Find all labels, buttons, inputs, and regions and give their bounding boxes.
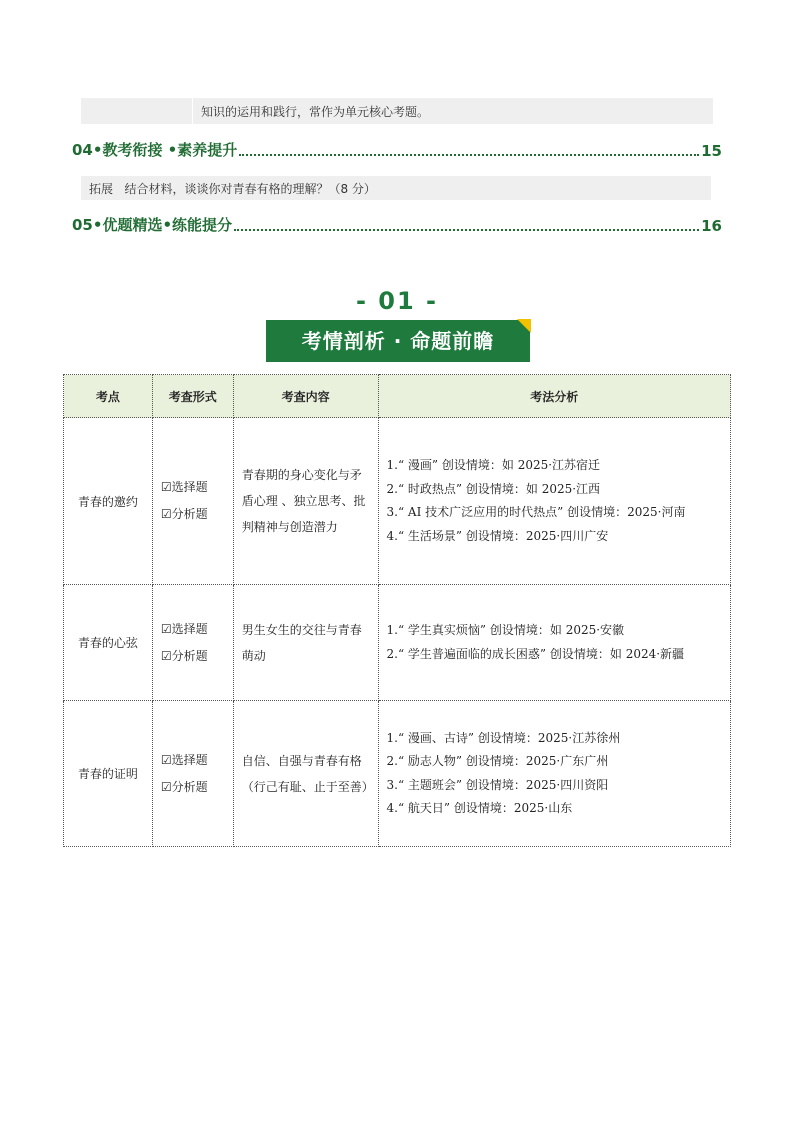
analysis-item: 2.“ 励志人物” 创设情境：2025·广东广州: [386, 754, 609, 768]
toc-entry-05[interactable]: [72, 215, 722, 235]
content-text: 男生女生的交往与青春萌动: [241, 622, 362, 663]
cell-content: [233, 418, 378, 585]
form-item: ☑分析题: [160, 648, 208, 663]
cell-content: [233, 701, 378, 847]
form-item: ☑分析题: [160, 779, 208, 794]
toc-dot-leader: [239, 154, 699, 156]
analysis-item: 2.“ 学生普遍面临的成长困惑” 创设情境：如 2024·新疆: [386, 646, 685, 661]
form-item: ☑选择题: [160, 752, 208, 767]
toc-page-number: 15: [701, 142, 722, 160]
analysis-item: 1.“ 漫画、古诗” 创设情境：2025·江苏徐州: [386, 730, 621, 745]
top-note-text: 知识的运用和践行，常作为单元核心考题。: [201, 105, 430, 119]
table-row: [64, 585, 731, 701]
cell-point: 青春的证明: [64, 701, 153, 847]
analysis-item: 4.“ 航天日” 创设情境：2025·山东: [386, 801, 573, 815]
toc-label: 05•优题精选•练能提分: [72, 216, 233, 234]
analysis-item: 1.“ 学生真实烦恼” 创设情境：如 2025·安徽: [386, 623, 625, 637]
header-form: 考查形式: [152, 375, 233, 418]
exam-analysis-table: [63, 374, 731, 847]
toc-label: 04•教考衔接 •素养提升: [72, 141, 238, 159]
banner-corner-accent: [517, 319, 531, 333]
section-number: - 01 -: [355, 287, 439, 315]
cell-forms: [152, 585, 233, 701]
header-content: 考查内容: [233, 375, 378, 418]
header-analysis: 考法分析: [378, 375, 730, 418]
cell-analysis: [378, 418, 730, 585]
table-row: [64, 701, 731, 847]
analysis-item: 3.“ AI 技术广泛应用的时代热点” 创设情境：2025·河南: [386, 505, 686, 519]
form-item: ☑选择题: [160, 621, 208, 636]
cell-analysis: [378, 701, 730, 847]
extension-note-text: 拓展 结合材料，谈谈你对青春有格的理解？（8 分）: [89, 182, 376, 196]
cell-content: [233, 585, 378, 701]
content-text: 青春期的身心变化与矛盾心理 、独立思考、批判精神与创造潜力: [241, 468, 366, 534]
form-item: ☑选择题: [160, 480, 208, 494]
analysis-item: 4.“ 生活场景” 创设情境：2025·四川广安: [386, 528, 609, 543]
table-row: [64, 418, 731, 585]
top-note-divider: [192, 98, 193, 124]
toc-dot-leader: [234, 229, 699, 231]
section-title-banner: [266, 320, 530, 362]
cell-point: 青春的邀约: [64, 418, 153, 585]
cell-forms: [152, 701, 233, 847]
content-text: 自信、自强与青春有格（行己有耻、止于至善）: [241, 753, 374, 794]
table-header-row: [64, 375, 731, 418]
analysis-item: 1.“ 漫画” 创设情境：如 2025·江苏宿迁: [386, 458, 601, 472]
cell-point: 青春的心弦: [64, 585, 153, 701]
section-title: 考情剖析 · 命题前瞻: [301, 329, 495, 353]
cell-forms: [152, 418, 233, 585]
cell-analysis: [378, 585, 730, 701]
toc-page-number: 16: [701, 217, 722, 235]
form-item: ☑分析题: [160, 507, 208, 521]
toc-entry-04[interactable]: [72, 140, 722, 160]
analysis-item: 3.“ 主题班会” 创设情境：2025·四川资阳: [386, 777, 609, 792]
header-point: 考点: [64, 375, 153, 418]
analysis-item: 2.“ 时政热点” 创设情境：如 2025·江西: [386, 481, 601, 496]
